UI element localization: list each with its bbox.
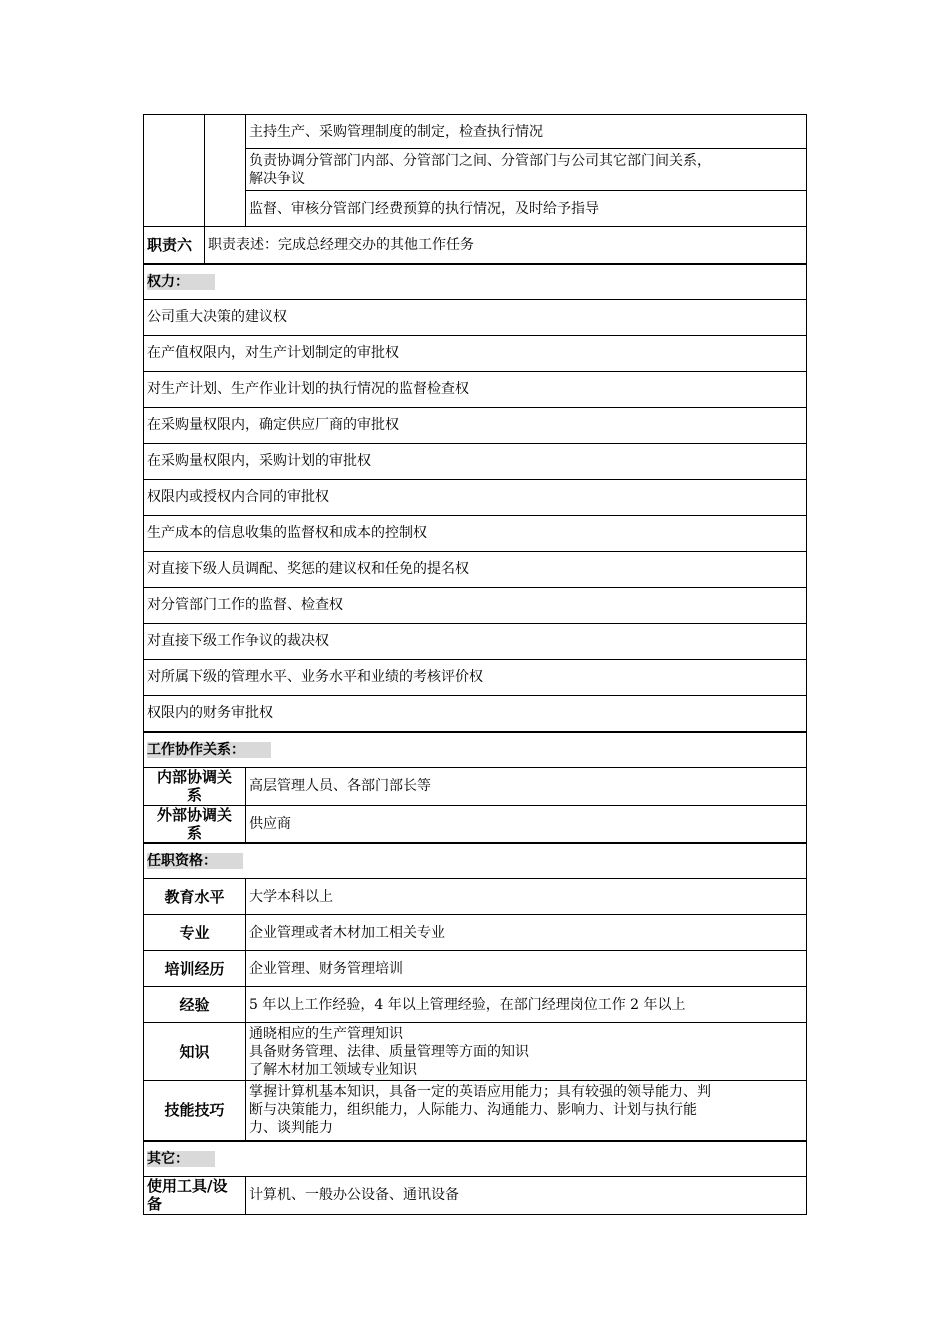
authority-item: 权限内或授权内合同的审批权	[144, 479, 807, 515]
job-description-sheet	[143, 114, 806, 1215]
tools-value: 计算机、一般办公设备、通讯设备	[246, 1176, 807, 1214]
skills-value	[246, 1081, 807, 1141]
duty-item	[246, 149, 807, 191]
authority-item: 对分管部门工作的监督、检查权	[144, 587, 807, 623]
authority-item: 公司重大决策的建议权	[144, 299, 807, 335]
authority-heading: 权力：	[144, 264, 807, 300]
job-description-table	[143, 114, 807, 1215]
knowledge-value	[246, 1023, 807, 1081]
external-coordination-value: 供应商	[246, 805, 807, 843]
authority-item: 在采购量权限内，采购计划的审批权	[144, 443, 807, 479]
authority-item: 权限内的财务审批权	[144, 695, 807, 732]
duty6-text: 职责表述：完成总经理交办的其他工作任务	[205, 227, 807, 264]
authority-item: 生产成本的信息收集的监督权和成本的控制权	[144, 515, 807, 551]
training-value: 企业管理、财务管理培训	[246, 951, 807, 987]
knowledge-line: 了解木材加工领域专业知识	[249, 1061, 417, 1078]
duty-item: 监督、审核分管部门经费预算的执行情况，及时给予指导	[246, 191, 807, 227]
duty5-blank-cell	[205, 115, 246, 227]
training-label: 培训经历	[144, 951, 246, 987]
duty6-label: 职责六	[144, 227, 205, 264]
knowledge-label: 知识	[144, 1023, 246, 1081]
authority-item: 在采购量权限内，确定供应厂商的审批权	[144, 407, 807, 443]
tools-label: 使用工具/设 备	[144, 1176, 246, 1214]
experience-label: 经验	[144, 987, 246, 1023]
major-value: 企业管理或者木材加工相关专业	[246, 915, 807, 951]
skills-line: 力、谈判能力	[249, 1120, 333, 1137]
internal-coordination-value: 高层管理人员、各部门部长等	[246, 767, 807, 805]
skills-line: 掌握计算机基本知识，具备一定的英语应用能力；具有较强的领导能力、判	[249, 1084, 711, 1101]
experience-value: 5 年以上工作经验，4 年以上管理经验，在部门经理岗位工作 2 年以上	[246, 987, 807, 1023]
duty-item-line: 解决争议	[249, 170, 305, 187]
internal-coordination-label: 内部协调关 系	[144, 767, 246, 805]
authority-item: 对直接下级人员调配、奖惩的建议权和任免的提名权	[144, 551, 807, 587]
authority-item: 对生产计划、生产作业计划的执行情况的监督检查权	[144, 371, 807, 407]
duty-item: 主持生产、采购管理制度的制定，检查执行情况	[246, 115, 807, 149]
qualification-heading: 任职资格：	[144, 843, 807, 879]
duty-item-line: 负责协调分管部门内部、分管部门之间、分管部门与公司其它部门间关系，	[249, 152, 711, 169]
authority-item: 对直接下级工作争议的裁决权	[144, 623, 807, 659]
skills-line: 断与决策能力，组织能力，人际能力、沟通能力、影响力、计划与执行能	[249, 1102, 697, 1119]
external-coordination-label: 外部协调关 系	[144, 805, 246, 843]
duty5-label-cell	[144, 115, 205, 227]
authority-item: 对所属下级的管理水平、业务水平和业绩的考核评价权	[144, 659, 807, 695]
knowledge-line: 通晓相应的生产管理知识	[249, 1025, 403, 1042]
other-heading: 其它：	[144, 1141, 807, 1177]
education-label: 教育水平	[144, 879, 246, 915]
major-label: 专业	[144, 915, 246, 951]
authority-item: 在产值权限内，对生产计划制定的审批权	[144, 335, 807, 371]
cooperation-heading: 工作协作关系：	[144, 732, 807, 768]
knowledge-line: 具备财务管理、法律、质量管理等方面的知识	[249, 1043, 529, 1060]
skills-label: 技能技巧	[144, 1081, 246, 1141]
education-value: 大学本科以上	[246, 879, 807, 915]
